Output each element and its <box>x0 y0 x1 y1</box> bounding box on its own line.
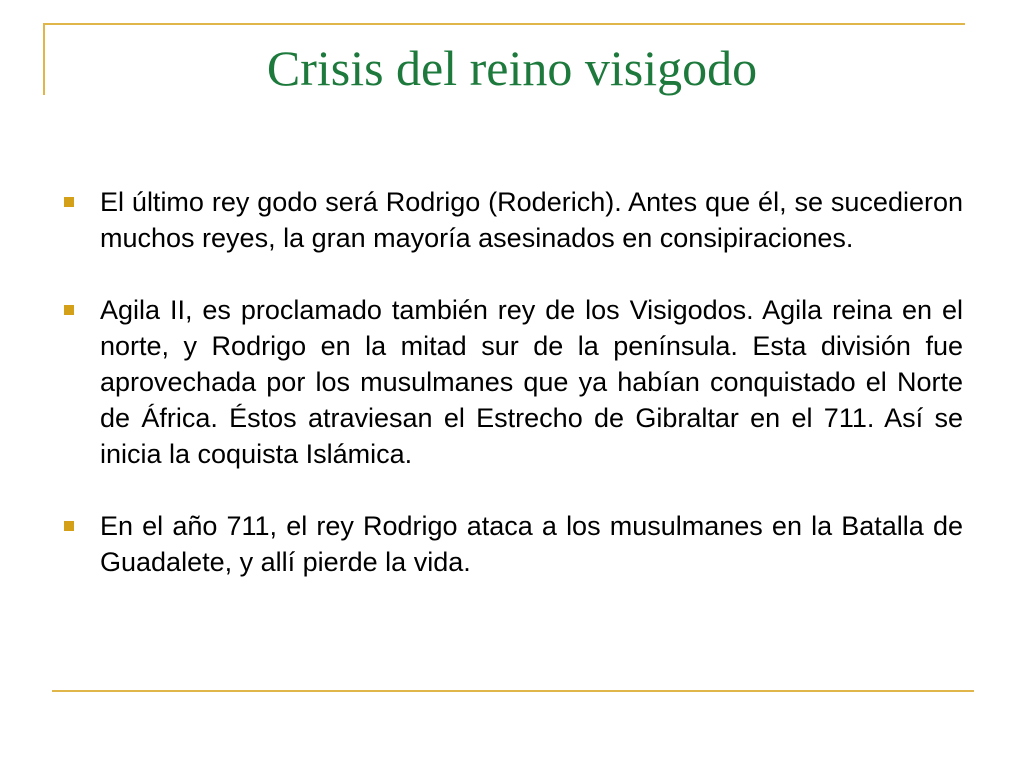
slide-title: Crisis del reino visigodo <box>266 40 758 96</box>
square-bullet-icon <box>64 197 74 207</box>
bullet-text: En el año 711, el rey Rodrigo ataca a los musulmanes en la Batalla de Guadalete, y allí pierde la vida. <box>100 511 963 577</box>
square-bullet-icon <box>64 305 74 315</box>
bullet-item <box>60 292 963 472</box>
bullet-text: El último rey godo será Rodrigo (Roderich). Antes que él, se sucedieron muchos reyes, la gran mayoría asesinados en consipiraciones. <box>100 187 963 253</box>
bullet-list <box>60 184 963 616</box>
top-rule <box>43 23 965 25</box>
bullet-text: Agila II, es proclamado también rey de los Visigodos. Agila reina en el norte, y Rodrigo en la mitad sur de la península. Esta división fue aprovechada por los musulmanes que ya habían conquistado el Norte de África. Éstos atraviesan el Estrecho de Gibraltar en el 711. Así se inicia la coquista Islámica. <box>100 295 963 469</box>
square-bullet-icon <box>64 521 74 531</box>
bullet-item <box>60 184 963 256</box>
bullet-item <box>60 508 963 580</box>
bottom-rule <box>52 690 974 692</box>
